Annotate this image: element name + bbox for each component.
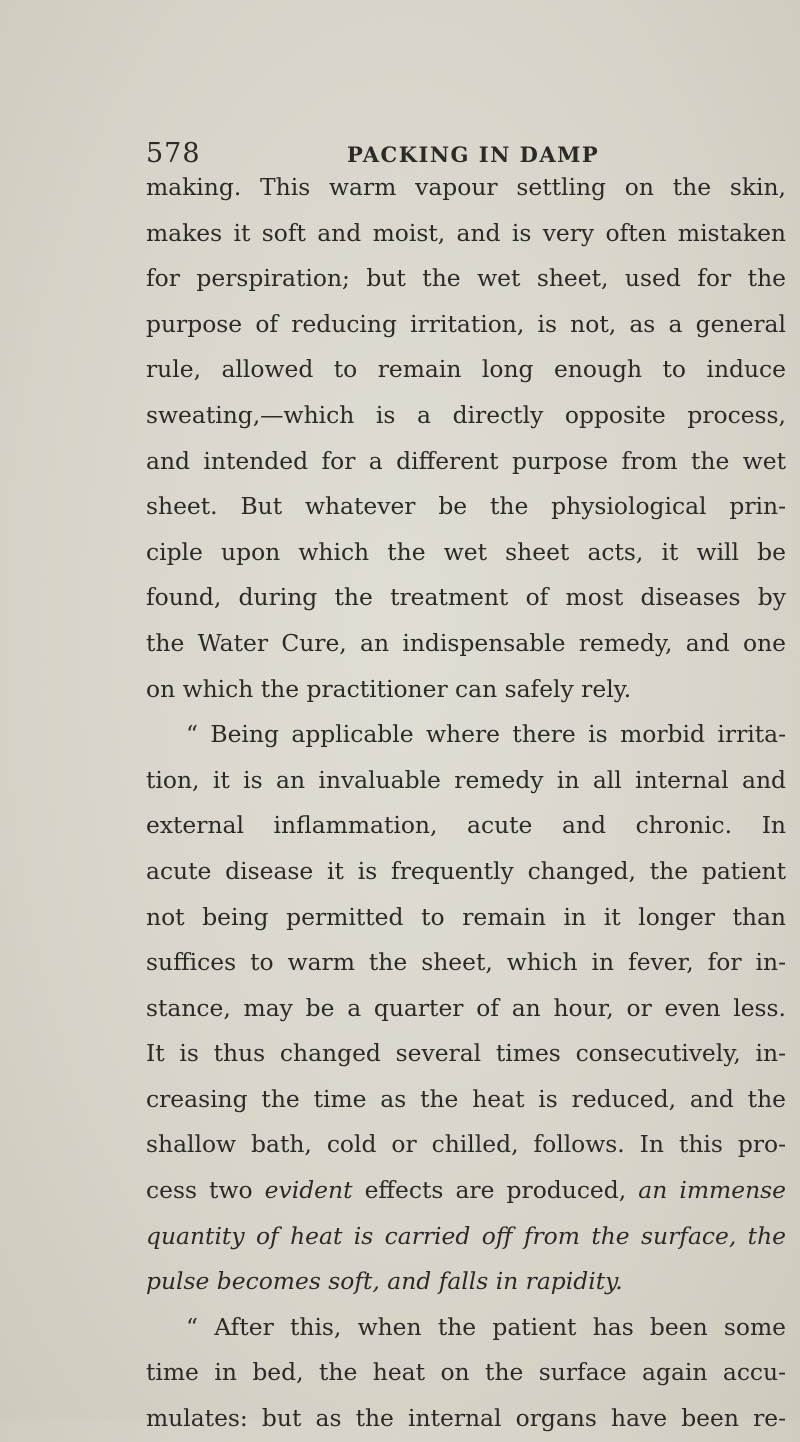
text-segment: cess two [146,1176,265,1205]
text-segment: effects are produced, [352,1176,639,1205]
italic-segment: evident [264,1176,353,1205]
italic-segment: an immense [638,1176,786,1205]
text-line: “ Being applicable where there is morbid irrita- [186,720,786,749]
text-line: shallow bath, cold or chilled, follows. In this pro- [146,1130,786,1159]
text-line: making. This warm vapour settling on the skin, [146,173,786,201]
text-line: and intended for a different purpose from the wet [146,446,786,475]
text-line: not being permitted to remain in it longer than [146,902,786,931]
text-line: It is thus changed several times consecutively, in- [146,1039,786,1068]
text-line: acute disease it is frequently changed, the patient [146,856,786,885]
body-text [146,165,786,1442]
text-line: external inflammation, acute and chronic. In [146,811,786,840]
text-line: time in bed, the heat on the surface again accu- [146,1358,786,1387]
text-line: found, during the treatment of most diseases by [146,583,786,612]
text-line: “ After this, when the patient has been some [186,1312,786,1341]
text-line: creasing the time as the heat is reduced, and the [146,1084,786,1113]
text-line: purpose of reducing irritation, is not, as a general [146,309,786,338]
text-line: makes it soft and moist, and is very often mistaken [146,218,786,247]
text-line: the Water Cure, an indispensable remedy, and one [146,628,786,657]
text-line: for perspiration; but the wet sheet, used for the [146,264,786,293]
text-line: pulse becomes soft, and falls in rapidity. [146,1267,623,1296]
text-line: stance, may be a quarter of an hour, or even less. [146,993,786,1022]
text-line: quantity of heat is carried off from the surface, the [146,1221,786,1250]
text-line: sheet. But whatever be the physiological prin- [146,492,786,521]
text-line: sweating,—which is a directly opposite process, [146,400,786,429]
text-line: rule, allowed to remain long enough to induce [146,355,786,384]
page-number: 578 [146,138,201,169]
text-line: tion, it is an invaluable remedy in all internal and [146,765,786,794]
text-line: ciple upon which the wet sheet acts, it will be [146,537,786,566]
text-line [146,1168,786,1214]
text-line: mulates: but as the internal organs have been re- [146,1404,786,1433]
text-line: on which the practitioner can safely rely. [146,674,632,703]
running-head: PACKING IN DAMP [347,142,600,167]
text-line: suffices to warm the sheet, which in fever, for in- [146,948,786,977]
